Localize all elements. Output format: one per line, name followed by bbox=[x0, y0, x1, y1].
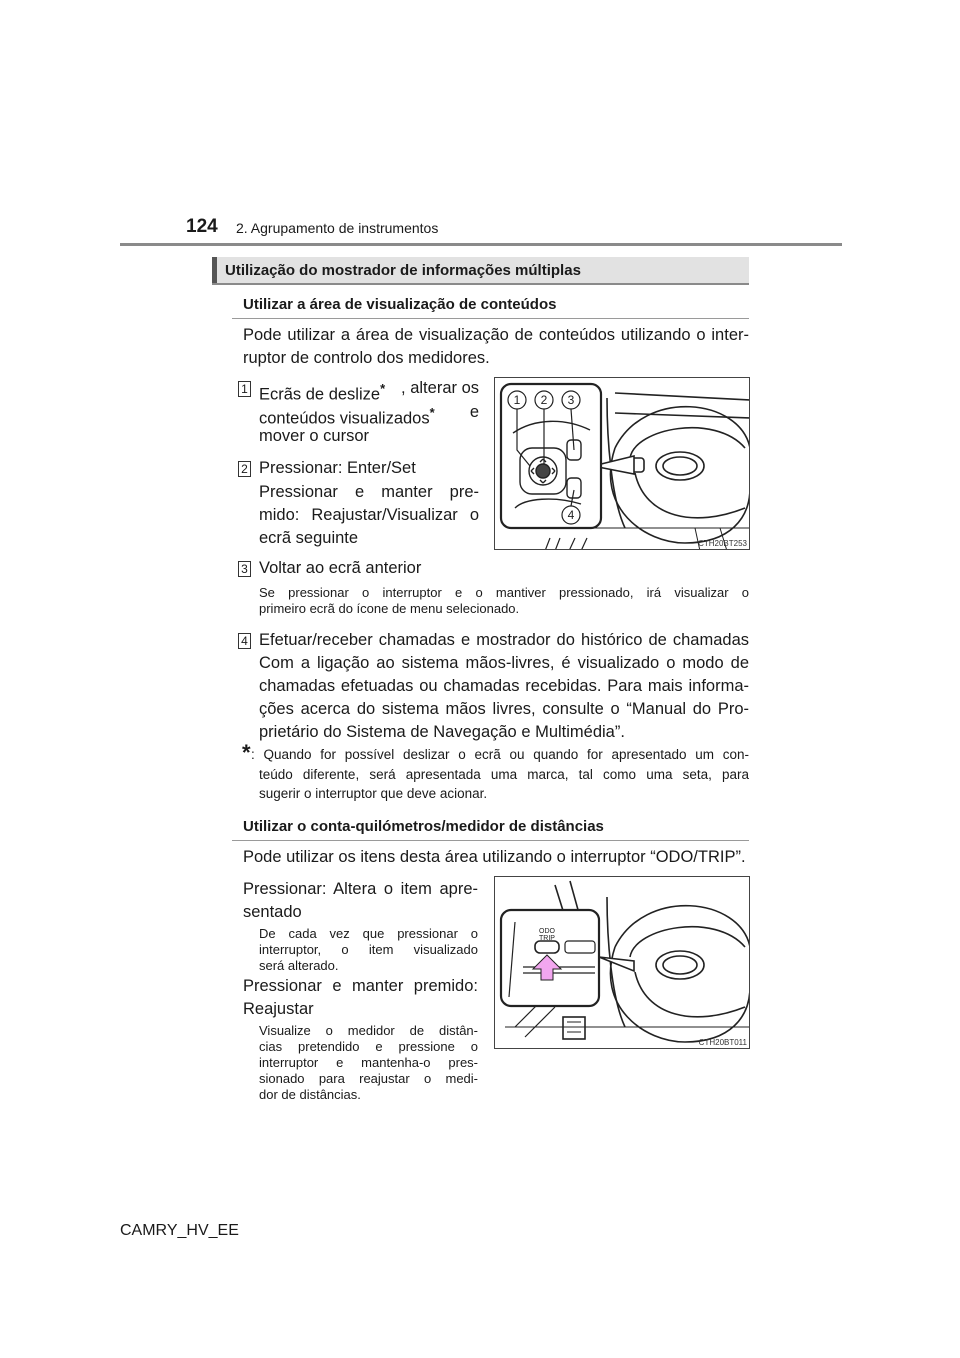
item-2-line-2: Pressionar e manter pre- bbox=[259, 483, 479, 501]
intro-line-1: Pode utilizar a área de visualização de conteúdos utilizando o inter- bbox=[243, 326, 749, 344]
figure-code: CTH20BT011 bbox=[698, 1038, 747, 1047]
odo-press-note-1: De cada vez que pressionar o bbox=[259, 926, 478, 941]
chapter-title: 2. Agrupamento de instrumentos bbox=[236, 220, 439, 236]
item-4-line-5: prietário do Sistema de Navegação e Multimédia”. bbox=[259, 723, 625, 741]
item-3-note-2: primeiro ecrã do ícone de menu selecionado. bbox=[259, 601, 520, 616]
intro-line-2: ruptor de controlo dos medidores. bbox=[243, 349, 490, 367]
footnote-symbol: * bbox=[242, 740, 251, 765]
header-rule bbox=[120, 243, 842, 246]
item-1-line-3: mover o cursor bbox=[259, 427, 370, 445]
content-area-heading: Utilizar a área de visualização de conteúdos bbox=[243, 296, 557, 313]
steering-switch-figure bbox=[494, 377, 750, 550]
item-2-line-3: mido: Reajustar/Visualizar o bbox=[259, 506, 479, 524]
odo-heading-rule bbox=[232, 840, 749, 841]
item-2-line-1: Pressionar: Enter/Set bbox=[259, 459, 416, 477]
item-marker-3: 3 bbox=[238, 561, 251, 577]
trip-label: TRIP bbox=[539, 935, 555, 942]
item-3-line-1: Voltar ao ecrã anterior bbox=[259, 559, 422, 577]
odo-trip-illustration bbox=[495, 877, 750, 1049]
steering-wheel-illustration bbox=[495, 378, 750, 550]
item-4-line-3: chamadas efetuadas ou chamadas recebidas. Para mais informa- bbox=[259, 677, 749, 695]
odo-hold-line-2: Reajustar bbox=[243, 1000, 314, 1018]
footnote-line-2: teúdo diferente, será apresentada uma marca, tal como uma seta, para bbox=[259, 767, 749, 782]
item-1-text-a: Ecrãs de deslize bbox=[259, 385, 381, 404]
section-title: Utilização do mostrador de informações múltiplas bbox=[225, 262, 581, 279]
item-4-line-4: ções acerca do sistema mãos livres, consulte o “Manual do Pro- bbox=[259, 700, 749, 718]
callout-2: 2 bbox=[540, 393, 548, 407]
item-marker-4: 4 bbox=[238, 633, 251, 649]
item-marker-1: 1 bbox=[238, 381, 251, 397]
odo-label: ODO bbox=[539, 928, 555, 935]
asterisk: * bbox=[429, 405, 435, 420]
odo-intro: Pode utilizar os itens desta área utilizando o interruptor “ODO/TRIP”. bbox=[243, 848, 746, 866]
asterisk: * bbox=[380, 381, 386, 396]
odo-hold-note-1: Visualize o medidor de distân- bbox=[259, 1023, 478, 1038]
odo-hold-line-1: Pressionar e manter premido: bbox=[243, 977, 478, 995]
section-title-bar bbox=[212, 257, 749, 285]
item-marker-2: 2 bbox=[238, 461, 251, 477]
odo-hold-note-2: cias pretendido e pressione o bbox=[259, 1039, 478, 1054]
model-code: CAMRY_HV_EE bbox=[120, 1222, 239, 1239]
page-number: 124 bbox=[186, 216, 218, 237]
callout-1: 1 bbox=[513, 393, 521, 407]
item-3-note-1: Se pressionar o interruptor e o mantiver pressionado, irá visualizar o bbox=[259, 585, 749, 600]
odo-hold-note-5: dor de distâncias. bbox=[259, 1087, 361, 1102]
odo-press-line-1: Pressionar: Altera o item apre- bbox=[243, 880, 478, 898]
odo-press-line-2: sentado bbox=[243, 903, 302, 921]
footnote-line-3: sugerir o interruptor que deve acionar. bbox=[259, 786, 488, 801]
odo-heading: Utilizar o conta-quilómetros/medidor de distâncias bbox=[243, 818, 604, 835]
item-4-line-2: Com a ligação ao sistema mãos-livres, é visualizado o modo de bbox=[259, 654, 749, 672]
heading-rule bbox=[232, 318, 749, 319]
section-accent bbox=[212, 257, 217, 283]
callout-4: 4 bbox=[567, 508, 575, 522]
odo-hold-note-4: sionado para reajustar o medi- bbox=[259, 1071, 478, 1086]
footnote-line-1: : Quando for possível deslizar o ecrã ou quando for apresentado um con- bbox=[251, 747, 749, 762]
figure-code: CTH20BT253 bbox=[698, 539, 747, 548]
item-1-text-c: conteúdos visualizados bbox=[259, 409, 430, 428]
item-4-line-1: Efetuar/receber chamadas e mostrador do histórico de chamadas bbox=[259, 631, 749, 649]
item-1-text-b: , alterar os bbox=[401, 379, 479, 397]
item-1-text-d: e bbox=[469, 403, 479, 421]
odo-press-note-2: interruptor, o item visualizado bbox=[259, 942, 478, 957]
item-2-line-4: ecrã seguinte bbox=[259, 529, 359, 547]
odo-trip-figure bbox=[494, 876, 750, 1049]
callout-3: 3 bbox=[567, 393, 575, 407]
odo-press-note-3: será alterado. bbox=[259, 958, 339, 973]
odo-hold-note-3: interruptor e mantenha-o pres- bbox=[259, 1055, 478, 1070]
